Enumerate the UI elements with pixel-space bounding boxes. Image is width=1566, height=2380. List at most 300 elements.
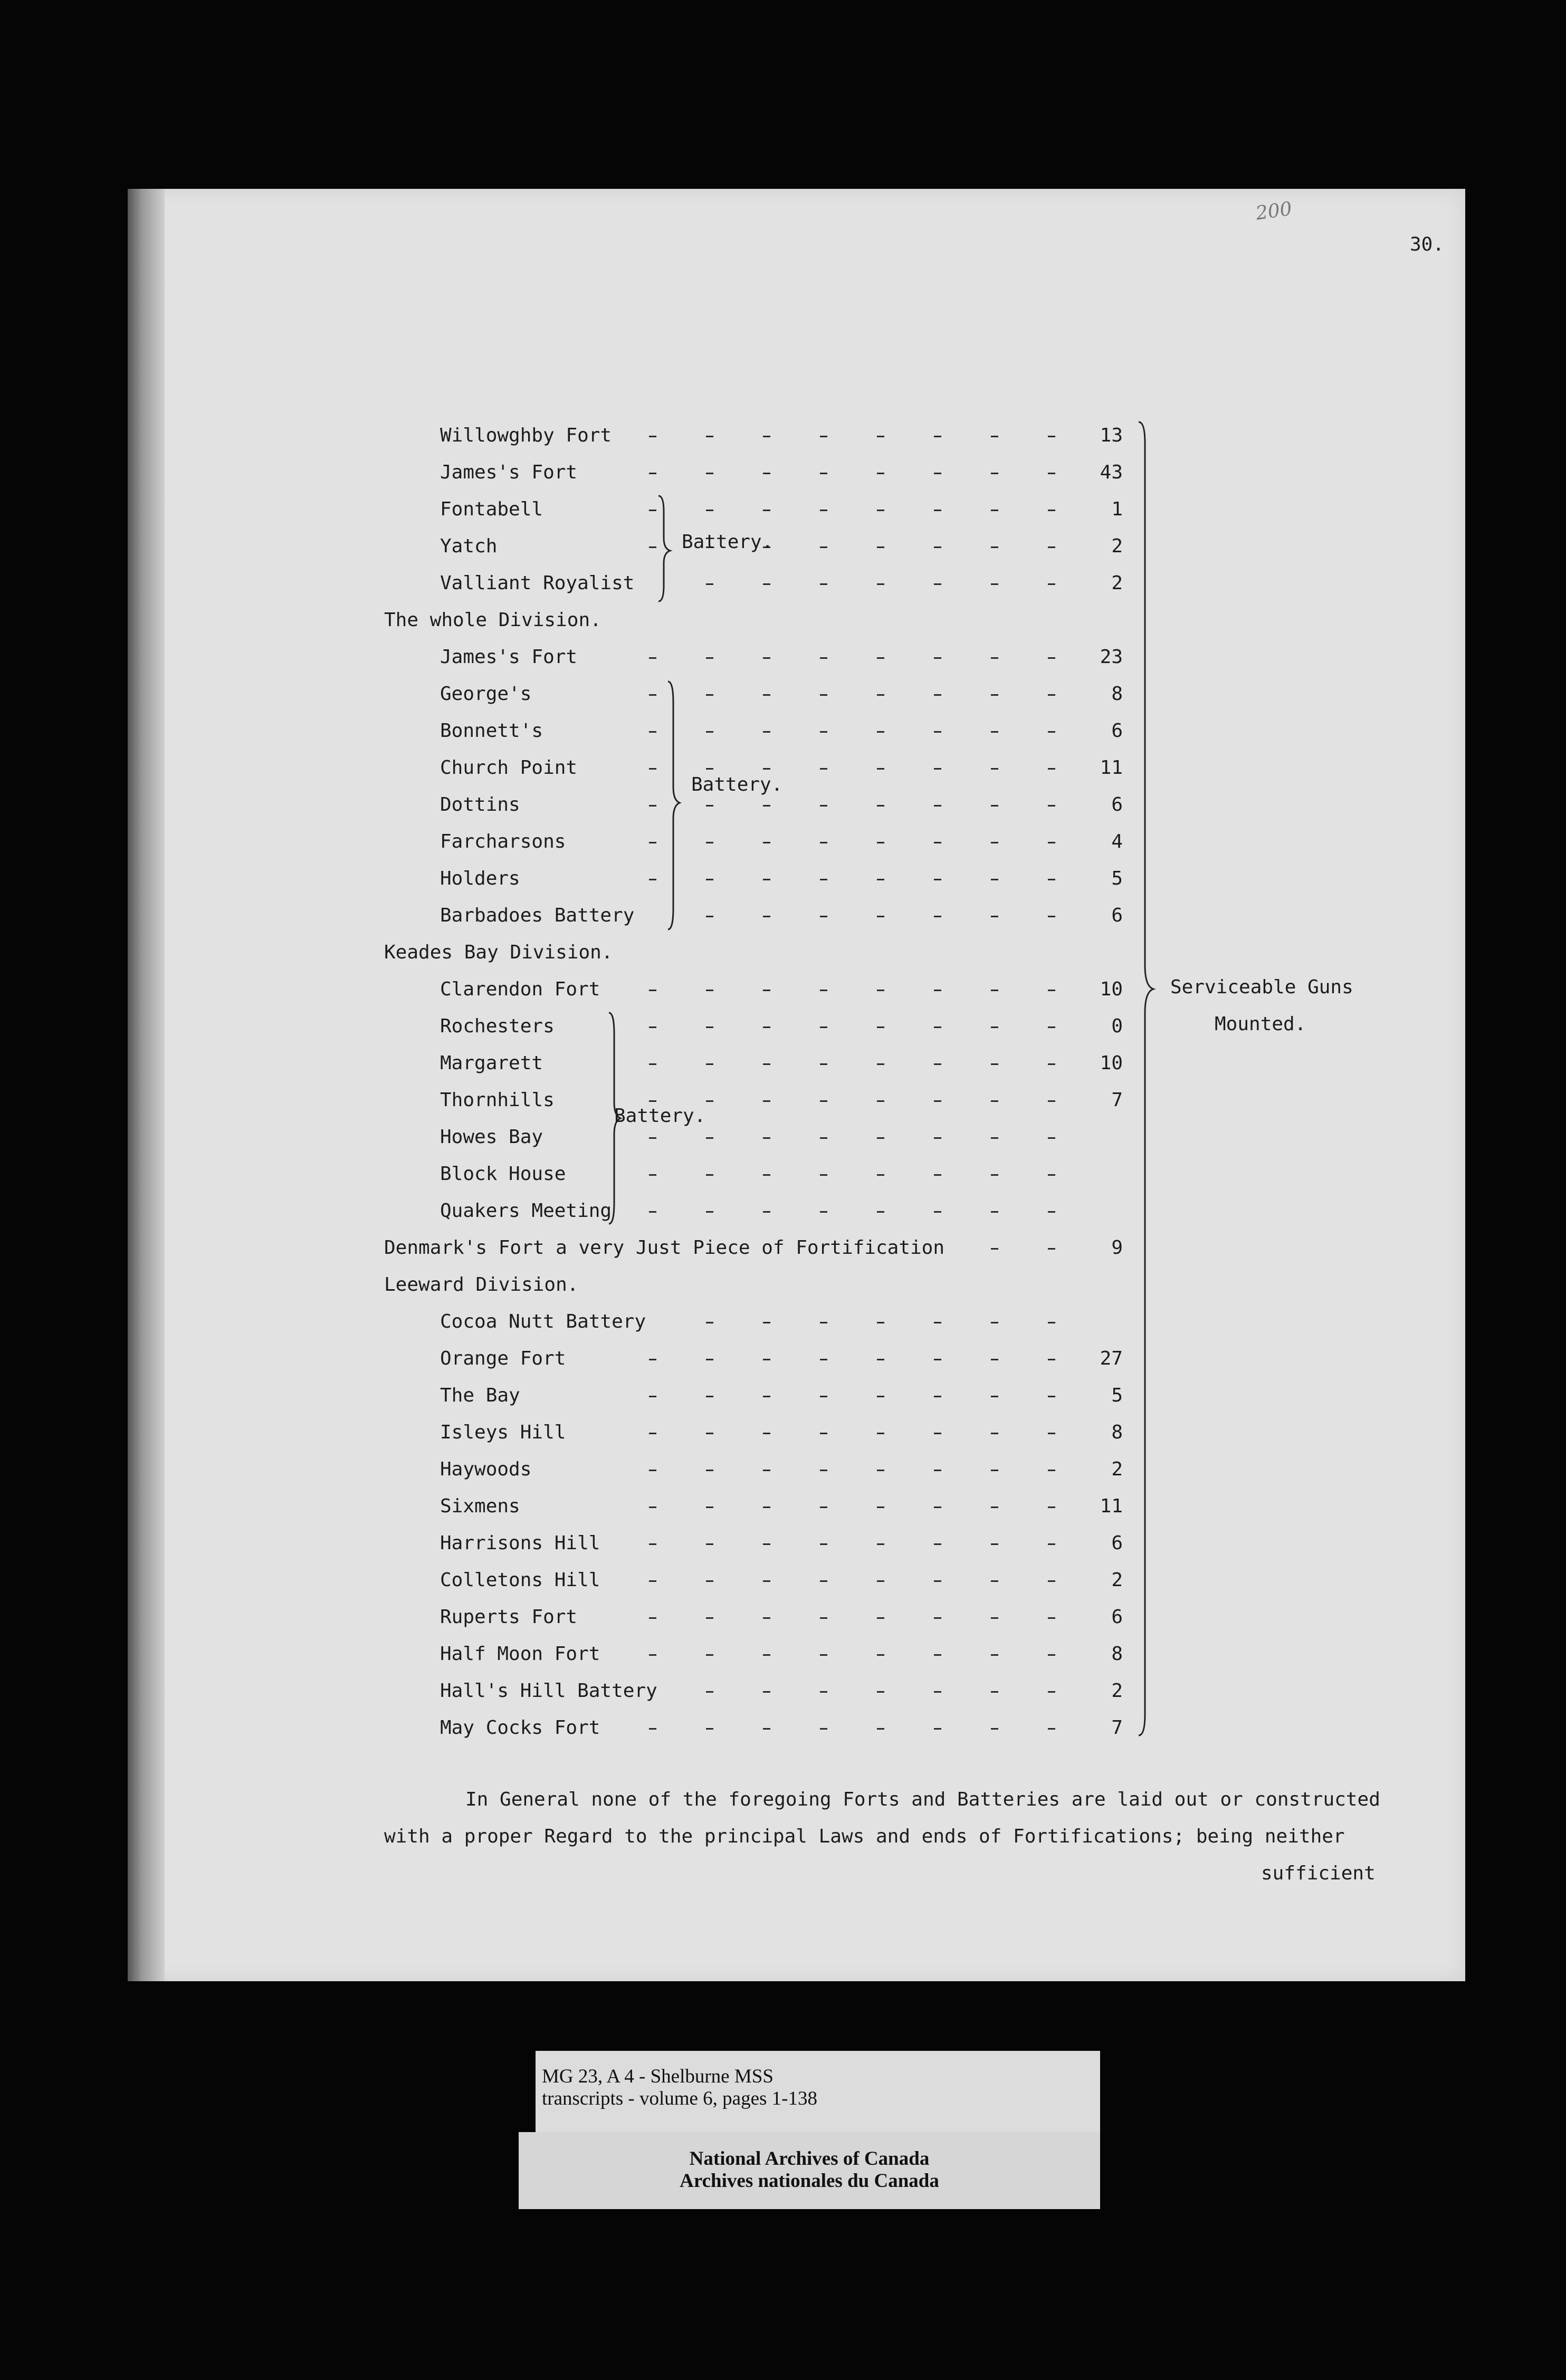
archive-institution-english: National Archives of Canada	[689, 2148, 930, 2170]
leader-dash	[820, 768, 827, 770]
leader-dash	[877, 1470, 884, 1471]
total-brace	[1134, 422, 1161, 1741]
leader-dash	[649, 473, 656, 474]
leader-dash	[820, 879, 827, 880]
leader-dash	[649, 768, 656, 770]
leader-dash	[934, 1174, 941, 1176]
entry-label: Denmark's Fort a very Just Piece of Fortification	[384, 1237, 945, 1259]
leader-dash	[706, 731, 713, 733]
leader-dash	[820, 842, 827, 843]
gun-count: 7	[1111, 1717, 1123, 1739]
side-note-line-2: Mounted.	[1215, 1013, 1306, 1035]
leader-dash	[763, 694, 770, 696]
leader-dash	[934, 916, 941, 917]
leader-dash	[820, 731, 827, 733]
gun-count: 10	[1100, 978, 1123, 1000]
leader-dash	[820, 1174, 827, 1176]
leader-dash	[649, 805, 656, 807]
leader-dash	[706, 1211, 713, 1213]
leader-dash	[877, 657, 884, 659]
leader-dash	[991, 510, 998, 511]
leader-dash	[991, 1248, 998, 1250]
leader-dash	[649, 1174, 656, 1176]
leader-dash	[991, 473, 998, 474]
leader-dash	[763, 1137, 770, 1139]
entry-label: The whole Division.	[384, 609, 601, 631]
leader-dash	[934, 1617, 941, 1619]
leader-dash	[820, 510, 827, 511]
leader-dash	[763, 1026, 770, 1028]
leader-dash	[763, 657, 770, 659]
leader-dash	[991, 1100, 998, 1102]
leader-dash	[1048, 1063, 1055, 1065]
battery-label-a: Battery.	[682, 531, 774, 553]
leader-dash	[820, 1433, 827, 1434]
leader-dash	[763, 1322, 770, 1323]
entry-label: Yatch	[440, 535, 498, 557]
leader-dash	[877, 546, 884, 548]
leader-dash	[706, 1580, 713, 1582]
leader-dash	[877, 1433, 884, 1434]
leader-dash	[934, 473, 941, 474]
entry-label: Quakers Meeting	[440, 1200, 612, 1222]
gun-count: 8	[1111, 1422, 1123, 1443]
leader-dash	[820, 1654, 827, 1656]
archive-reference-line-1: MG 23, A 4 - Shelburne MSS	[542, 2066, 774, 2087]
leader-dash	[763, 473, 770, 474]
leader-dash	[877, 1137, 884, 1139]
entry-label: Orange Fort	[440, 1348, 566, 1369]
leader-dash	[706, 1396, 713, 1397]
leader-dash	[991, 990, 998, 991]
entry-label: James's Fort	[440, 462, 578, 483]
leader-dash	[934, 1543, 941, 1545]
leader-dash	[1048, 1100, 1055, 1102]
leader-dash	[706, 990, 713, 991]
leader-dash	[763, 583, 770, 585]
gun-count: 1	[1111, 498, 1123, 520]
leader-dash	[1048, 1728, 1055, 1730]
leader-dash	[991, 731, 998, 733]
leader-dash	[706, 510, 713, 511]
entry-label: Ruperts Fort	[440, 1606, 578, 1628]
leader-dash	[991, 1137, 998, 1139]
leader-dash	[991, 1691, 998, 1693]
leader-dash	[649, 546, 656, 548]
leader-dash	[877, 1654, 884, 1656]
leader-dash	[934, 1691, 941, 1693]
leader-dash	[1048, 1359, 1055, 1360]
leader-dash	[934, 990, 941, 991]
leader-dash	[649, 1617, 656, 1619]
leader-dash	[991, 1433, 998, 1434]
gun-count: 0	[1111, 1015, 1123, 1037]
leader-dash	[1048, 1617, 1055, 1619]
entry-label: May Cocks Fort	[440, 1717, 600, 1739]
leader-dash	[991, 1543, 998, 1545]
leader-dash	[991, 879, 998, 880]
leader-dash	[820, 1063, 827, 1065]
page-number: 30.	[1410, 234, 1445, 255]
leader-dash	[1048, 1174, 1055, 1176]
leader-dash	[877, 1543, 884, 1545]
gun-count: 27	[1100, 1348, 1123, 1369]
leader-dash	[877, 583, 884, 585]
leader-dash	[706, 657, 713, 659]
entry-label: Block House	[440, 1163, 566, 1185]
leader-dash	[877, 916, 884, 917]
leader-dash	[1048, 990, 1055, 991]
leader-dash	[820, 1026, 827, 1028]
leader-dash	[706, 583, 713, 585]
leader-dash	[991, 657, 998, 659]
entry-label: Haywoods	[440, 1458, 532, 1480]
leader-dash	[934, 1396, 941, 1397]
leader-dash	[706, 694, 713, 696]
leader-dash	[763, 1617, 770, 1619]
gun-count: 6	[1111, 1532, 1123, 1554]
leader-dash	[991, 1211, 998, 1213]
gun-count: 2	[1111, 1569, 1123, 1591]
leader-dash	[991, 1470, 998, 1471]
leader-dash	[877, 694, 884, 696]
paragraph-line-2: with a proper Regard to the principal Laws and ends of Fortifications; being neither	[384, 1826, 1345, 1847]
gun-count: 43	[1100, 462, 1123, 483]
leader-dash	[1048, 1211, 1055, 1213]
leader-dash	[1048, 1433, 1055, 1434]
leader-dash	[877, 1396, 884, 1397]
leader-dash	[706, 1322, 713, 1323]
leader-dash	[1048, 1322, 1055, 1323]
leader-dash	[934, 1359, 941, 1360]
entry-label: George's	[440, 683, 532, 705]
leader-dash	[820, 1322, 827, 1323]
gun-count: 6	[1111, 1606, 1123, 1628]
leader-dash	[934, 731, 941, 733]
gun-count: 4	[1111, 831, 1123, 852]
leader-dash	[706, 1137, 713, 1139]
leader-dash	[706, 879, 713, 880]
entry-label: James's Fort	[440, 646, 578, 668]
gun-count: 2	[1111, 535, 1123, 557]
leader-dash	[706, 473, 713, 474]
leader-dash	[934, 1137, 941, 1139]
paragraph-line-1: In General none of the foregoing Forts and Batteries are laid out or constructed	[465, 1789, 1380, 1810]
leader-dash	[934, 436, 941, 437]
leader-dash	[706, 1174, 713, 1176]
leader-dash	[820, 436, 827, 437]
leader-dash	[1048, 1470, 1055, 1471]
leader-dash	[649, 1506, 656, 1508]
entry-label: Bonnett's	[440, 720, 543, 742]
leader-dash	[763, 1470, 770, 1471]
gun-count: 23	[1100, 646, 1123, 668]
gun-count: 11	[1100, 757, 1123, 779]
entry-label: Hall's Hill Battery	[440, 1680, 657, 1702]
gun-count: 10	[1100, 1052, 1123, 1074]
archive-reference-line-2: transcripts - volume 6, pages 1-138	[542, 2088, 817, 2109]
leader-dash	[877, 1359, 884, 1360]
entry-label: Thornhills	[440, 1089, 555, 1111]
leader-dash	[1048, 1580, 1055, 1582]
leader-dash	[934, 694, 941, 696]
leader-dash	[934, 583, 941, 585]
entry-label: Church Point	[440, 757, 578, 779]
leader-dash	[934, 546, 941, 548]
leader-dash	[1048, 805, 1055, 807]
leader-dash	[877, 1322, 884, 1323]
entry-label: Valliant Royalist	[440, 572, 635, 594]
leader-dash	[991, 1063, 998, 1065]
leader-dash	[934, 657, 941, 659]
leader-dash	[649, 1359, 656, 1360]
leader-dash	[877, 1174, 884, 1176]
archive-reference-label	[536, 2051, 1100, 2133]
leader-dash	[1048, 1543, 1055, 1545]
entry-label: Rochesters	[440, 1015, 555, 1037]
leader-dash	[877, 842, 884, 843]
leader-dash	[877, 1063, 884, 1065]
leader-dash	[820, 1617, 827, 1619]
pencil-note: 200	[1254, 198, 1294, 225]
leader-dash	[991, 694, 998, 696]
leader-dash	[820, 1728, 827, 1730]
leader-dash	[763, 731, 770, 733]
leader-dash	[934, 768, 941, 770]
leader-dash	[706, 1654, 713, 1656]
catchword: sufficient	[1261, 1863, 1376, 1884]
leader-dash	[763, 1396, 770, 1397]
leader-dash	[877, 1211, 884, 1213]
leader-dash	[1048, 731, 1055, 733]
leader-dash	[1048, 1691, 1055, 1693]
leader-dash	[706, 436, 713, 437]
leader-dash	[706, 916, 713, 917]
leader-dash	[820, 1691, 827, 1693]
entry-label: The Bay	[440, 1385, 520, 1406]
leader-dash	[934, 1654, 941, 1656]
entry-label: Holders	[440, 868, 520, 889]
leader-dash	[820, 990, 827, 991]
leader-dash	[649, 1580, 656, 1582]
battery-brace-a	[656, 496, 677, 601]
leader-dash	[706, 1543, 713, 1545]
leader-dash	[991, 1580, 998, 1582]
battery-brace-b	[666, 682, 687, 929]
gun-count: 6	[1111, 905, 1123, 926]
leader-dash	[763, 1433, 770, 1434]
entry-label: Dottins	[440, 794, 520, 815]
leader-dash	[877, 436, 884, 437]
leader-dash	[763, 1359, 770, 1360]
leader-dash	[991, 546, 998, 548]
leader-dash	[820, 805, 827, 807]
leader-dash	[820, 916, 827, 917]
leader-dash	[649, 1026, 656, 1028]
leader-dash	[649, 657, 656, 659]
leader-dash	[877, 1691, 884, 1693]
leader-dash	[820, 694, 827, 696]
leader-dash	[1048, 1396, 1055, 1397]
leader-dash	[1048, 1248, 1055, 1250]
leader-dash	[649, 731, 656, 733]
leader-dash	[649, 1211, 656, 1213]
leader-dash	[763, 1174, 770, 1176]
leader-dash	[649, 1728, 656, 1730]
leader-dash	[1048, 1506, 1055, 1508]
gun-count: 6	[1111, 720, 1123, 742]
leader-dash	[1048, 1137, 1055, 1139]
gun-count: 13	[1100, 425, 1123, 446]
leader-dash	[934, 1470, 941, 1471]
leader-dash	[877, 731, 884, 733]
leader-dash	[706, 1728, 713, 1730]
entry-label: Barbadoes Battery	[440, 905, 635, 926]
leader-dash	[763, 916, 770, 917]
leader-dash	[934, 879, 941, 880]
leader-dash	[1048, 510, 1055, 511]
archive-institution-label	[519, 2132, 1100, 2209]
leader-dash	[1048, 1026, 1055, 1028]
leader-dash	[1048, 583, 1055, 585]
leader-dash	[820, 1470, 827, 1471]
leader-dash	[649, 1137, 656, 1139]
side-note-line-1: Serviceable Guns	[1170, 976, 1353, 998]
leader-dash	[877, 1026, 884, 1028]
leader-dash	[934, 1322, 941, 1323]
leader-dash	[763, 1728, 770, 1730]
entry-label: Willowghby Fort	[440, 425, 612, 446]
leader-dash	[934, 1580, 941, 1582]
leader-dash	[706, 1691, 713, 1693]
leader-dash	[820, 1359, 827, 1360]
entry-label: Colletons Hill	[440, 1569, 600, 1591]
leader-dash	[1048, 694, 1055, 696]
leader-dash	[1048, 657, 1055, 659]
leader-dash	[991, 842, 998, 843]
leader-dash	[991, 1396, 998, 1397]
leader-dash	[763, 1211, 770, 1213]
leader-dash	[649, 879, 656, 880]
leader-dash	[877, 473, 884, 474]
leader-dash	[1048, 473, 1055, 474]
leader-dash	[991, 1322, 998, 1323]
leader-dash	[1048, 1654, 1055, 1656]
entry-label: Margarett	[440, 1052, 543, 1074]
page-binding-edge	[128, 189, 165, 1981]
entry-label: Keades Bay Division.	[384, 942, 613, 963]
leader-dash	[877, 1506, 884, 1508]
leader-dash	[649, 1470, 656, 1471]
gun-count: 9	[1111, 1237, 1123, 1259]
leader-dash	[649, 1100, 656, 1102]
leader-dash	[649, 990, 656, 991]
leader-dash	[763, 436, 770, 437]
leader-dash	[934, 842, 941, 843]
gun-count: 2	[1111, 1458, 1123, 1480]
leader-dash	[763, 805, 770, 807]
leader-dash	[763, 1691, 770, 1693]
leader-dash	[706, 768, 713, 770]
gun-count: 5	[1111, 1385, 1123, 1406]
leader-dash	[991, 1728, 998, 1730]
leader-dash	[991, 1026, 998, 1028]
leader-dash	[706, 805, 713, 807]
leader-dash	[991, 768, 998, 770]
leader-dash	[877, 879, 884, 880]
leader-dash	[877, 805, 884, 807]
leader-dash	[934, 1433, 941, 1434]
leader-dash	[820, 1137, 827, 1139]
leader-dash	[820, 546, 827, 548]
gun-count: 7	[1111, 1089, 1123, 1111]
gun-count: 8	[1111, 1643, 1123, 1665]
leader-dash	[706, 1617, 713, 1619]
leader-dash	[649, 694, 656, 696]
leader-dash	[820, 473, 827, 474]
leader-dash	[934, 510, 941, 511]
leader-dash	[991, 436, 998, 437]
document-page	[128, 189, 1465, 1981]
entry-label: Howes Bay	[440, 1126, 543, 1148]
leader-dash	[649, 1433, 656, 1434]
archive-institution-french: Archives nationales du Canada	[680, 2170, 939, 2192]
leader-dash	[877, 768, 884, 770]
gun-count: 6	[1111, 794, 1123, 815]
battery-label-c: Battery.	[614, 1105, 706, 1127]
entry-label: Harrisons Hill	[440, 1532, 600, 1554]
entry-label: Cocoa Nutt Battery	[440, 1311, 646, 1332]
leader-dash	[1048, 916, 1055, 917]
entry-label: Leeward Division.	[384, 1274, 579, 1295]
leader-dash	[649, 1063, 656, 1065]
entry-label: Sixmens	[440, 1495, 520, 1517]
leader-dash	[649, 1654, 656, 1656]
leader-dash	[934, 1211, 941, 1213]
leader-dash	[877, 510, 884, 511]
leader-dash	[820, 1506, 827, 1508]
leader-dash	[763, 842, 770, 843]
leader-dash	[877, 990, 884, 991]
leader-dash	[649, 842, 656, 843]
leader-dash	[763, 1063, 770, 1065]
leader-dash	[934, 1026, 941, 1028]
leader-dash	[649, 1396, 656, 1397]
leader-dash	[820, 1100, 827, 1102]
leader-dash	[706, 842, 713, 843]
leader-dash	[763, 1543, 770, 1545]
leader-dash	[706, 1506, 713, 1508]
leader-dash	[991, 916, 998, 917]
leader-dash	[934, 1506, 941, 1508]
leader-dash	[934, 805, 941, 807]
leader-dash	[1048, 768, 1055, 770]
leader-dash	[991, 805, 998, 807]
leader-dash	[763, 990, 770, 991]
gun-count: 8	[1111, 683, 1123, 705]
entry-label: Farcharsons	[440, 831, 566, 852]
leader-dash	[820, 583, 827, 585]
leader-dash	[763, 1580, 770, 1582]
gun-count: 2	[1111, 1680, 1123, 1702]
leader-dash	[649, 436, 656, 437]
leader-dash	[1048, 879, 1055, 880]
leader-dash	[991, 1506, 998, 1508]
gun-count: 2	[1111, 572, 1123, 594]
leader-dash	[706, 1063, 713, 1065]
leader-dash	[1048, 436, 1055, 437]
leader-dash	[706, 1100, 713, 1102]
